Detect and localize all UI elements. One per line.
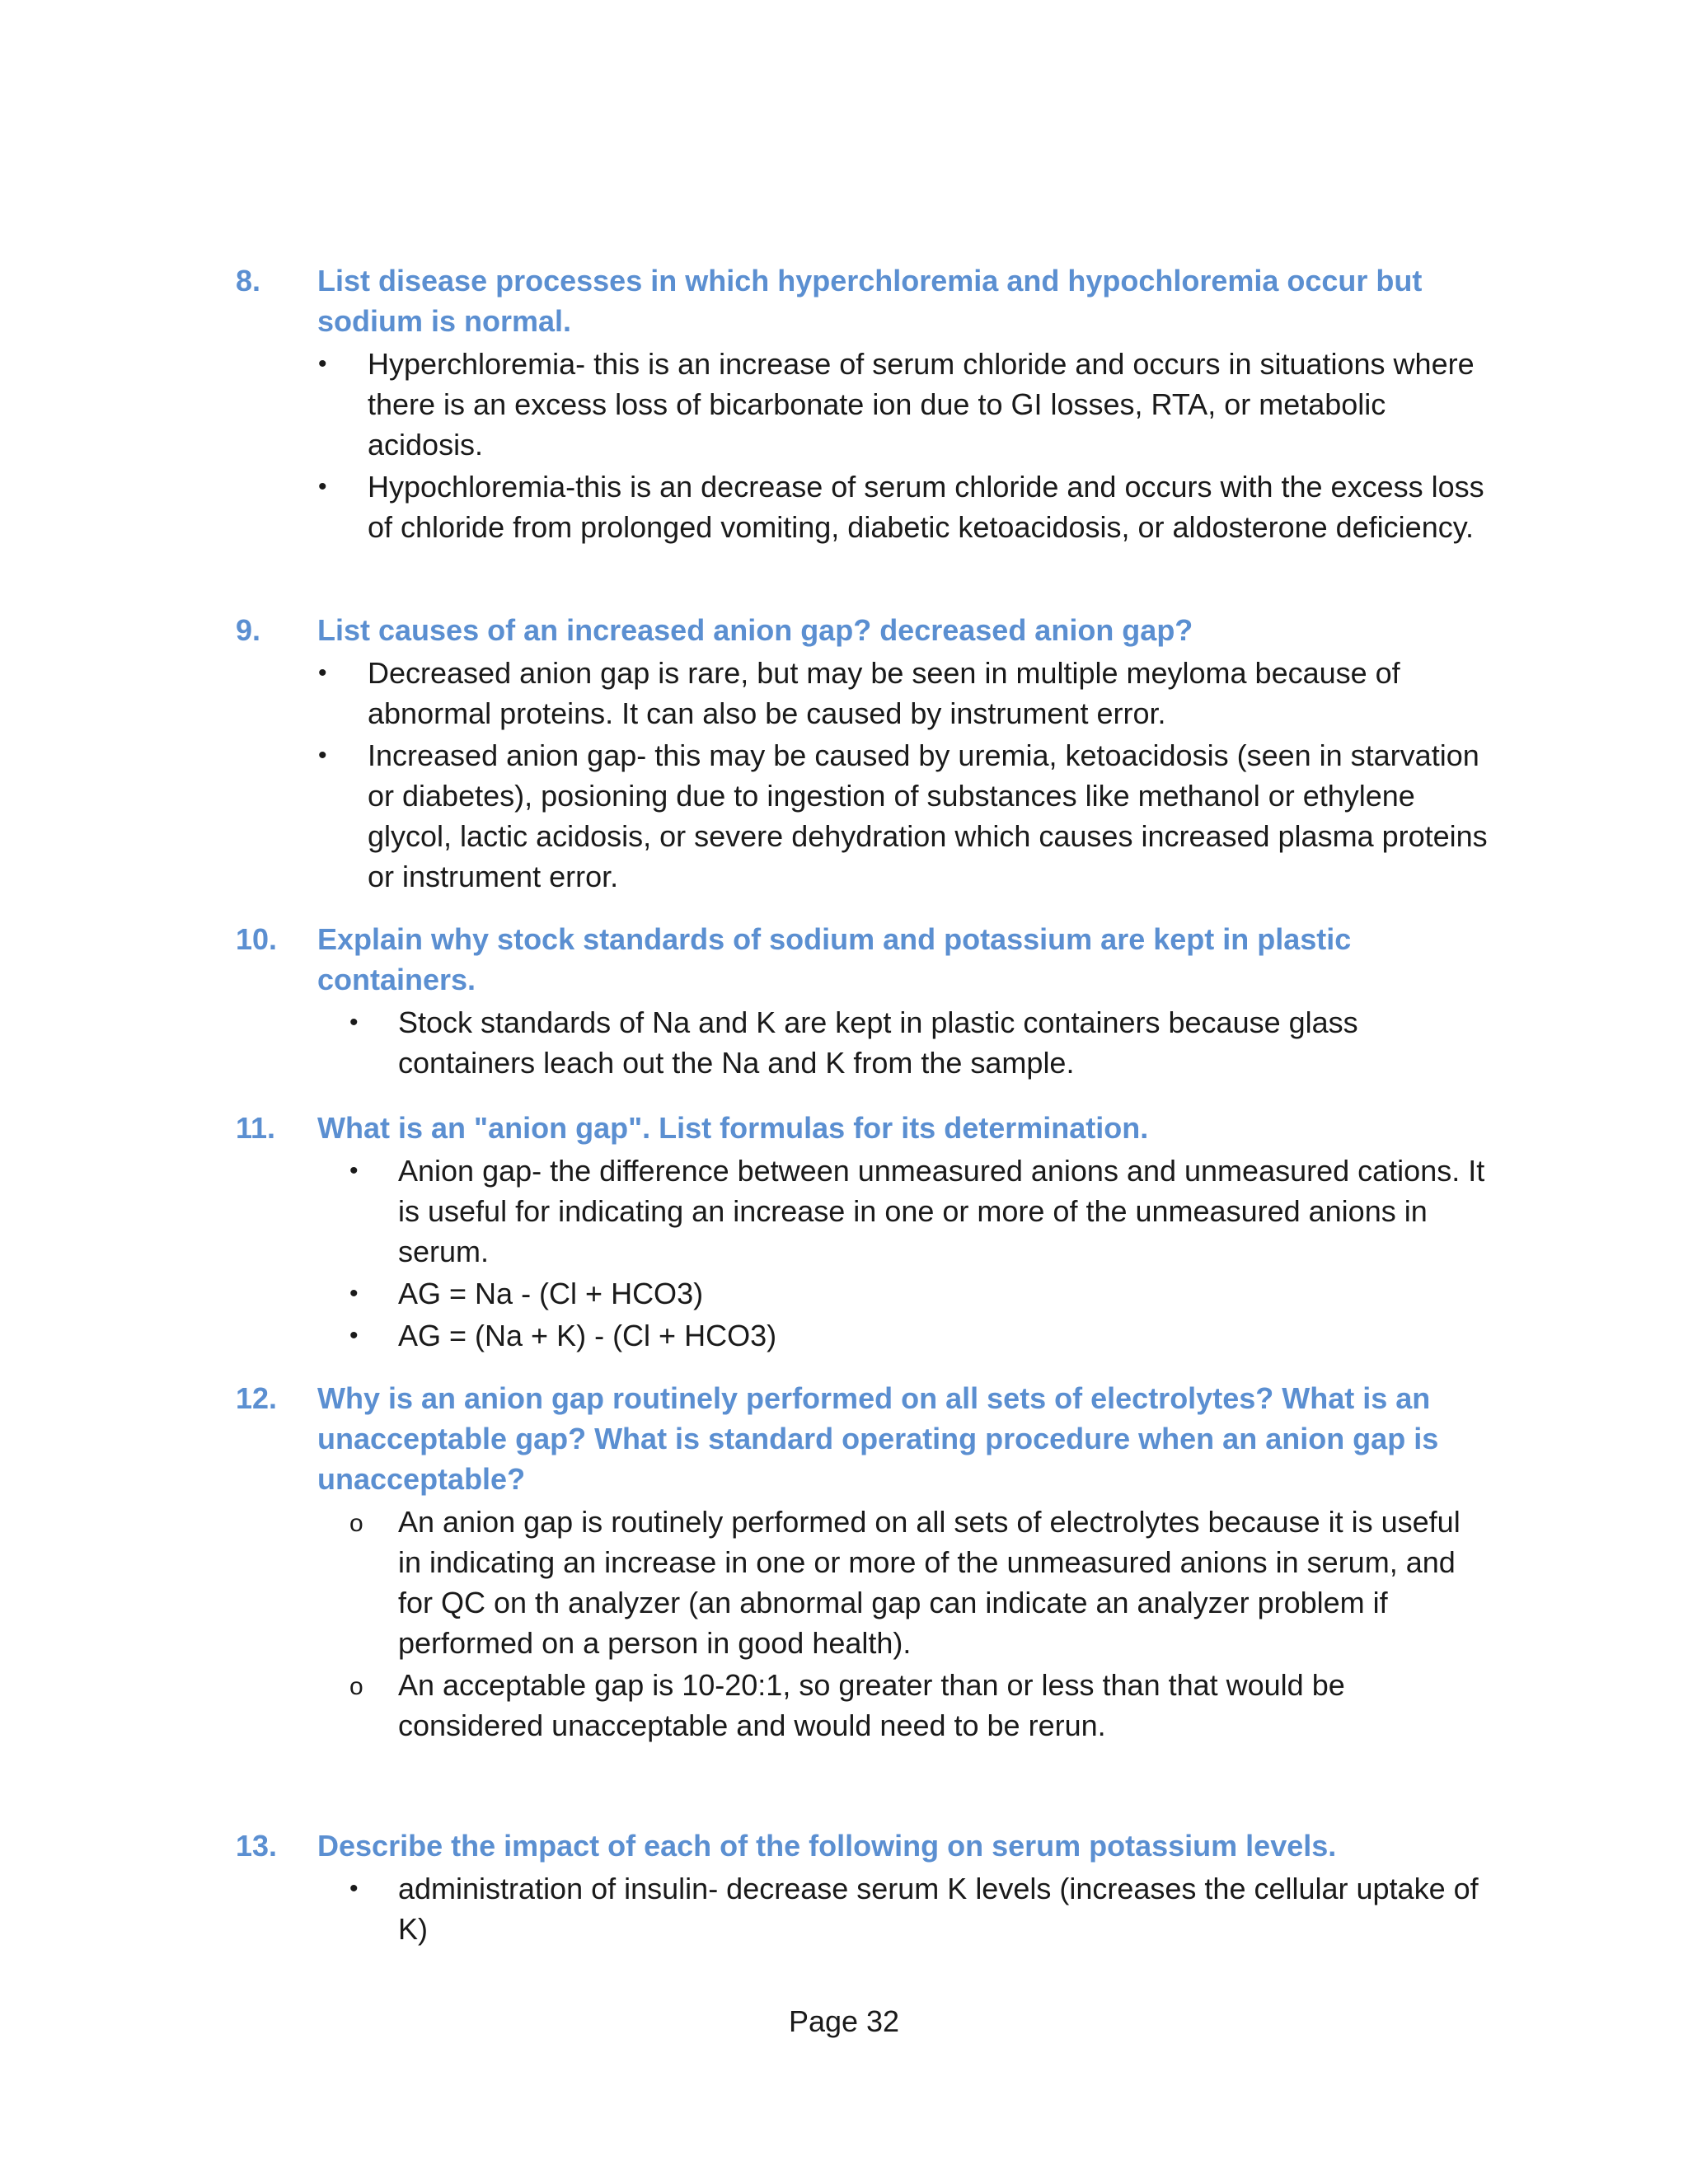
question-heading	[236, 610, 1489, 650]
list-item	[236, 1273, 1489, 1314]
list-item-text: Hyperchloremia- this is an increase of serum chloride and occurs in situations where there is an excess loss of bicarbonate ion due to GI losses, RTA, or metabolic acidosis.	[368, 347, 1475, 462]
list-item	[236, 1502, 1489, 1663]
question-title: List disease processes in which hyperchloremia and hypochloremia occur but sodium is normal.	[317, 264, 1423, 338]
question-heading	[236, 1108, 1489, 1148]
bullet-marker: •	[349, 1157, 359, 1184]
question-number: 8.	[236, 264, 261, 298]
list-item	[236, 344, 1489, 465]
question-heading	[236, 1378, 1489, 1499]
answer-list	[236, 653, 1489, 897]
list-item-text: Increased anion gap- this may be caused by uremia, ketoacidosis (seen in starvation or diabetes), posioning due to ingestion of substances like methanol or ethylene glycol, lactic acidosis, or severe dehydration which causes increased plasma proteins or instrument error.	[368, 738, 1488, 893]
list-item-text: Decreased anion gap is rare, but may be seen in multiple meyloma because of abnormal proteins. It can also be caused by instrument error.	[368, 656, 1400, 730]
answer-list	[236, 1502, 1489, 1746]
question-number: 9.	[236, 613, 261, 647]
answer-list	[236, 1868, 1489, 1949]
list-item-text: AG = Na - (Cl + HCO3)	[398, 1277, 704, 1310]
list-item-text: administration of insulin- decrease serum K levels (increases the cellular uptake of K)	[398, 1872, 1479, 1946]
list-item-text: An acceptable gap is 10-20:1, so greater than or less than that would be considered unacceptable and would need to be rerun.	[398, 1668, 1345, 1742]
question-title: List causes of an increased anion gap? decreased anion gap?	[317, 613, 1193, 647]
list-item-text: Stock standards of Na and K are kept in plastic containers because glass containers leach out the Na and K from the sample.	[398, 1005, 1358, 1080]
list-item	[236, 1665, 1489, 1746]
question-13	[236, 1825, 1489, 1951]
list-item-text: AG = (Na + K) - (Cl + HCO3)	[398, 1319, 777, 1352]
question-number: 11.	[236, 1111, 276, 1145]
question-12	[236, 1378, 1489, 1747]
question-8	[236, 260, 1489, 549]
question-10	[236, 919, 1489, 1085]
circle-marker: o	[349, 1510, 363, 1537]
question-11	[236, 1108, 1489, 1357]
list-item	[236, 466, 1489, 547]
question-title: Explain why stock standards of sodium and potassium are kept in plastic containers.	[317, 922, 1352, 996]
bullet-marker: •	[349, 1009, 359, 1036]
bullet-marker: •	[349, 1322, 359, 1349]
question-number: 12.	[236, 1381, 278, 1415]
list-item-text: An anion gap is routinely performed on all sets of electrolytes because it is useful in indicating an increase in one or more of the unmeasured anions in serum, and for QC on th analyzer (an abnormal gap can indicate an analyzer problem if performed on a person in good health).	[398, 1505, 1461, 1660]
list-item	[236, 1868, 1489, 1949]
bullet-marker: •	[349, 1875, 359, 1902]
answer-list	[236, 344, 1489, 547]
question-title: Why is an anion gap routinely performed on all sets of electrolytes? What is an unacceptable gap? What is standard operating procedure when an anion gap is unacceptable?	[317, 1381, 1439, 1496]
bullet-marker: •	[318, 350, 327, 377]
list-item-text: Anion gap- the difference between unmeasured anions and unmeasured cations. It is useful for indicating an increase in one or more of the unmeasured anions in serum.	[398, 1154, 1485, 1268]
list-item	[236, 1151, 1489, 1272]
list-item-text: Hypochloremia-this is an decrease of serum chloride and occurs with the excess loss of chloride from prolonged vomiting, diabetic ketoacidosis, or aldosterone deficiency.	[368, 470, 1484, 544]
bullet-marker: •	[318, 742, 327, 769]
list-item	[236, 735, 1489, 897]
bullet-marker: •	[349, 1280, 359, 1307]
question-heading	[236, 919, 1489, 1000]
circle-marker: o	[349, 1673, 363, 1700]
question-title: What is an "anion gap". List formulas for its determination.	[317, 1111, 1149, 1145]
list-item	[236, 1315, 1489, 1356]
list-item	[236, 653, 1489, 733]
question-number: 10.	[236, 922, 278, 956]
question-heading	[236, 260, 1489, 341]
answer-list	[236, 1002, 1489, 1083]
question-heading	[236, 1825, 1489, 1866]
bullet-marker: •	[318, 473, 327, 500]
question-9	[236, 610, 1489, 898]
answer-list	[236, 1151, 1489, 1356]
question-title: Describe the impact of each of the following on serum potassium levels.	[317, 1829, 1337, 1863]
list-item	[236, 1002, 1489, 1083]
page-number: Page 32	[788, 2004, 900, 2038]
bullet-marker: •	[318, 659, 327, 687]
question-number: 13.	[236, 1829, 278, 1863]
